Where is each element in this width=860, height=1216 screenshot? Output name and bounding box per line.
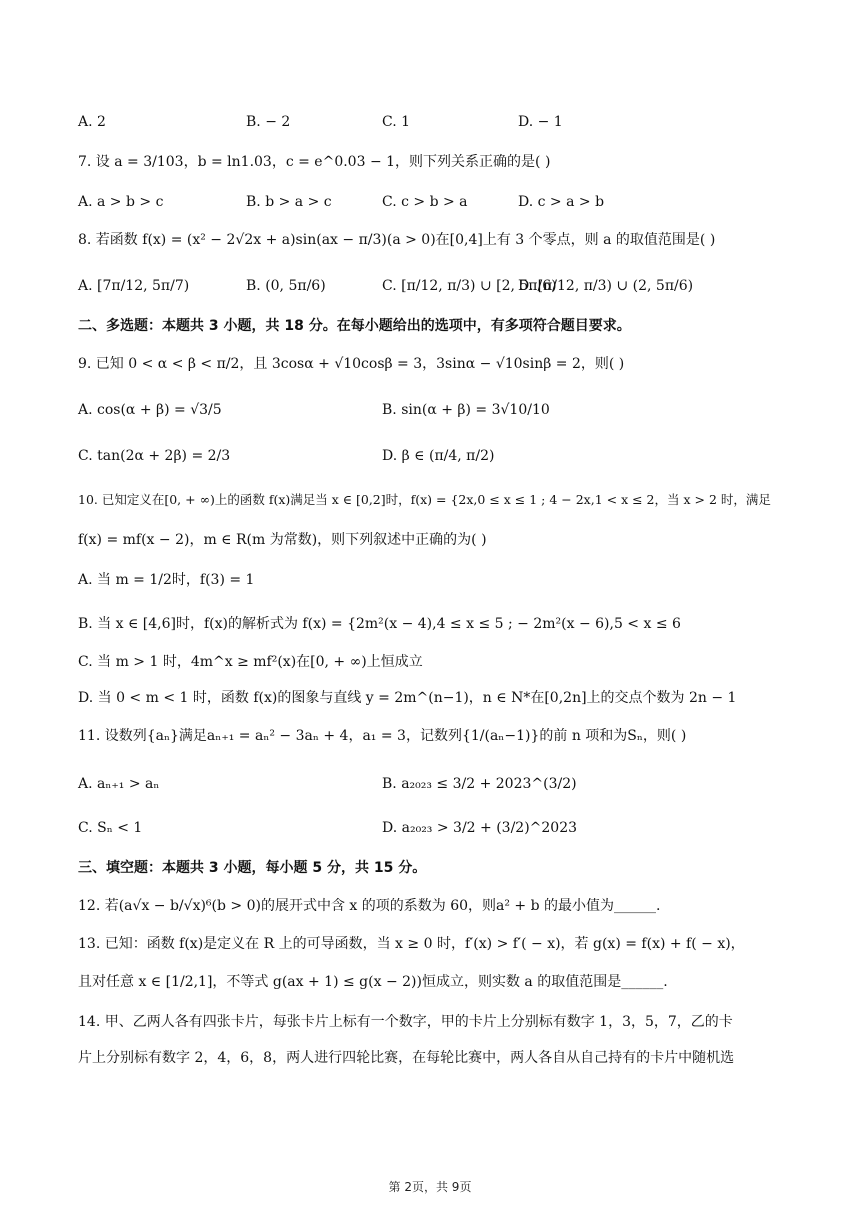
q6-option-b: B. − 2 bbox=[246, 114, 291, 130]
q9-option-b: B. sin(α + β) = 3√10/10 bbox=[382, 402, 550, 418]
q11-option-a: A. aₙ₊₁ > aₙ bbox=[78, 776, 160, 792]
section-3-heading: 三、填空题：本题共 3 小题，每小题 5 分，共 15 分。 bbox=[78, 860, 427, 876]
q7-option-b: B. b > a > c bbox=[246, 194, 332, 210]
question-13: 13. 已知：函数 f(x)是定义在 R 上的可导函数，当 x ≥ 0 时，f′(x) > f′( − x)，若 g(x) = f(x) + f( − x)， bbox=[78, 936, 745, 952]
q8-option-c: C. [π/12, π/3) ∪ [2, 5π/6) bbox=[382, 278, 557, 294]
q8-option-b: B. (0, 5π/6) bbox=[246, 278, 326, 294]
q9-option-a: A. cos(α + β) = √3/5 bbox=[78, 402, 222, 418]
question-11: 11. 设数列{aₙ}满足aₙ₊₁ = aₙ² − 3aₙ + 4，a₁ = 3，记数列{1/(aₙ−1)}的前 n 项和为Sₙ，则( ) bbox=[78, 728, 687, 744]
q6-option-a: A. 2 bbox=[78, 114, 106, 130]
q11-option-b: B. a₂₀₂₃ ≤ 3/2 + 2023^(3/2) bbox=[382, 776, 577, 792]
question-10: 10. 已知定义在[0, + ∞)上的函数 f(x)满足当 x ∈ [0,2]时，f(x) = {2x,0 ≤ x ≤ 1 ; 4 − 2x,1 < x ≤ 2，当 x > 2 时，满足 bbox=[78, 492, 771, 507]
q11-option-d: D. a₂₀₂₃ > 3/2 + (3/2)^2023 bbox=[382, 820, 578, 836]
q6-option-d: D. − 1 bbox=[518, 114, 563, 130]
q8-option-d: D. [π/12, π/3) ∪ (2, 5π/6) bbox=[518, 278, 694, 294]
q11-option-c: C. Sₙ < 1 bbox=[78, 820, 143, 836]
question-10-cont: f(x) = mf(x − 2)，m ∈ R(m 为常数)，则下列叙述中正确的为( ) bbox=[78, 532, 487, 548]
q10-option-a: A. 当 m = 1/2时，f(3) = 1 bbox=[78, 572, 255, 588]
question-14-cont: 片上分别标有数字 2，4，6，8，两人进行四轮比赛，在每轮比赛中，两人各自从自己持有的卡片中随机选 bbox=[78, 1050, 735, 1066]
question-13-cont: 且对任意 x ∈ [1/2,1]，不等式 g(ax + 1) ≤ g(x − 2))恒成立，则实数 a 的取值范围是______. bbox=[78, 974, 668, 990]
q8-option-a: A. [7π/12, 5π/7) bbox=[78, 278, 190, 294]
question-12: 12. 若(a√x − b/√x)⁶(b > 0)的展开式中含 x 的项的系数为 60，则a² + b 的最小值为______. bbox=[78, 898, 661, 914]
q10-option-c: C. 当 m > 1 时，4m^x ≥ mf²(x)在[0, + ∞)上恒成立 bbox=[78, 654, 423, 670]
question-14: 14. 甲、乙两人各有四张卡片，每张卡片上标有一个数字，甲的卡片上分别标有数字 1，3，5，7，乙的卡 bbox=[78, 1014, 733, 1030]
q7-option-c: C. c > b > a bbox=[382, 194, 468, 210]
q7-option-d: D. c > a > b bbox=[518, 194, 605, 210]
q9-option-d: D. β ∈ (π/4, π/2) bbox=[382, 448, 495, 464]
q10-option-b: B. 当 x ∈ [4,6]时，f(x)的解析式为 f(x) = {2m²(x − 4),4 ≤ x ≤ 5 ; − 2m²(x − 6),5 < x ≤ 6 bbox=[78, 616, 681, 632]
page-footer: 第 2页，共 9页 bbox=[388, 1180, 472, 1194]
question-8: 8. 若函数 f(x) = (x² − 2√2x + a)sin(ax − π/3)(a > 0)在[0,4]上有 3 个零点，则 a 的取值范围是( ) bbox=[78, 232, 716, 248]
section-2-heading: 二、多选题：本题共 3 小题，共 18 分。在每小题给出的选项中，有多项符合题目要求。 bbox=[78, 318, 631, 334]
q7-option-a: A. a > b > c bbox=[78, 194, 164, 210]
question-7: 7. 设 a = 3/103，b = ln1.03，c = e^0.03 − 1，则下列关系正确的是( ) bbox=[78, 154, 551, 170]
q6-option-c: C. 1 bbox=[382, 114, 411, 130]
q10-option-d: D. 当 0 < m < 1 时，函数 f(x)的图象与直线 y = 2m^(n−1)，n ∈ N*在[0,2n]上的交点个数为 2n − 1 bbox=[78, 690, 737, 706]
q9-option-c: C. tan(2α + 2β) = 2/3 bbox=[78, 448, 231, 464]
question-9: 9. 已知 0 < α < β < π/2，且 3cosα + √10cosβ = 3，3sinα − √10sinβ = 2，则( ) bbox=[78, 356, 625, 372]
